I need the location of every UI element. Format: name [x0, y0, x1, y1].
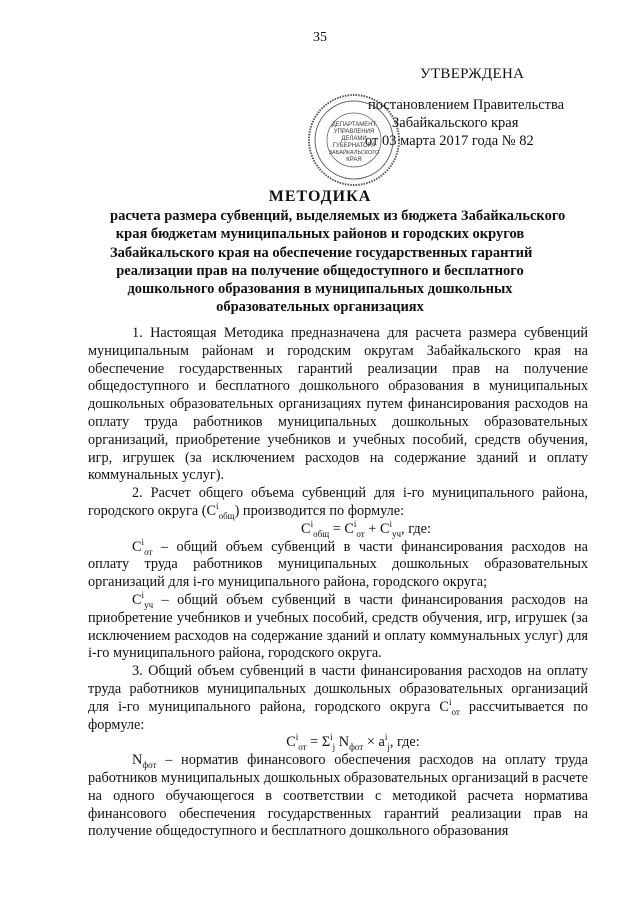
- subtitle-line: расчета размера субвенций, выделяемых из бюджета Забайкальского: [110, 208, 566, 224]
- seal-line-3: ДЕЛАМИ: [341, 136, 367, 142]
- definition-c-ot: $C^i_{от}$ – общий объем субвенций в части финансирования расходов на оплату труда работников муниципальных дошкольных образовательных организаций для i-го муниципального района, городского округа;: [88, 536, 588, 591]
- subtitle-line: образовательных организациях: [216, 299, 424, 316]
- paragraph-1: 1. Настоящая Методика предназначена для расчета размера субвенций муниципальным районам и городским округам Забайкальского края на обеспечение государственных гарантий реализации прав на получение общедоступного и бесплатного дошкольного образования в муниципальных дошкольных образовательных организациях путем финансирования расходов на оплату труда работников муниципальных дошкольных образовательных организаций, приобретение учебников и учебных пособий, средств обучения, игр, игрушек (за исключением расходов на содержание зданий и оплату коммунальных услуг).: [88, 325, 588, 484]
- seal-line-5: ЗАБАЙКАЛЬСКОГО: [328, 150, 380, 156]
- document-body: [88, 325, 588, 841]
- definition-n-fot: $N_{фот}$ – норматив финансового обеспечения расходов на оплату труда работников муниципальных дошкольных образовательных организаций в расчете на одного обучающегося в соответствии с методикой расчета норматива финансового обеспечения государственных гарантий реализации прав на получение общедоступного и бесплатного дошкольного образования: [88, 752, 588, 840]
- seal-line-2: УПРАВЛЕНИЯ: [333, 129, 375, 135]
- seal-line-1: ДЕПАРТАМЕНТ: [331, 122, 377, 128]
- formula-ot: $C^i_{от} = \Sigma^i_j$ $N_{фот} \times a^i_j$, где:: [286, 732, 420, 753]
- subtitle-line: Забайкальского края на обеспечение государственных гарантий: [110, 244, 533, 261]
- seal-line-4: ГУБЕРНАТОРА: [332, 143, 376, 149]
- decree-line: постановлением Правительства: [368, 97, 565, 113]
- decree-reference: [365, 96, 565, 150]
- decree-line: Забайкальского края: [392, 115, 519, 131]
- subtitle-line: реализации прав на получение общедоступного и бесплатного: [116, 262, 524, 279]
- document-subtitle: [110, 207, 566, 317]
- page-number: 35: [313, 30, 327, 45]
- approval-heading: УТВЕРЖДЕНА: [420, 66, 525, 82]
- document-title: МЕТОДИКА: [268, 188, 372, 205]
- subtitle-line: дошкольного образования в муниципальных дошкольных: [127, 281, 513, 298]
- seal-line-6: КРАЯ: [346, 157, 362, 163]
- paragraph-2: 2. Расчет общего объема субвенций для i-го муниципального района, городского округа $(C^i_{общ})$ производится по формуле:: [88, 485, 588, 521]
- definition-c-uch: $C^i_{уч}$ – общий объем субвенций в части финансирования расходов на приобретение учебников и учебных пособий, средств обучения, игр, игрушек (за исключением расходов на содержание зданий и оплату коммунальных услуг) для i-го муниципального района, городского округа.: [88, 590, 588, 662]
- decree-line: от 03 марта 2017 года № 82: [365, 133, 534, 149]
- subtitle-line: края бюджетам муниципальных районов и городских округов: [115, 226, 525, 243]
- paragraph-3: 3. Общий объем субвенций в части финансирования расходов на оплату труда работников муниципальных дошкольных образовательных организаций для i-го муниципального района, городского округа $C^i_{от}$ рассчитывается по формуле:: [88, 663, 588, 733]
- formula-total: $C^i_{общ} = C^i_{от} + C^i_{уч}$, где:: [301, 519, 431, 539]
